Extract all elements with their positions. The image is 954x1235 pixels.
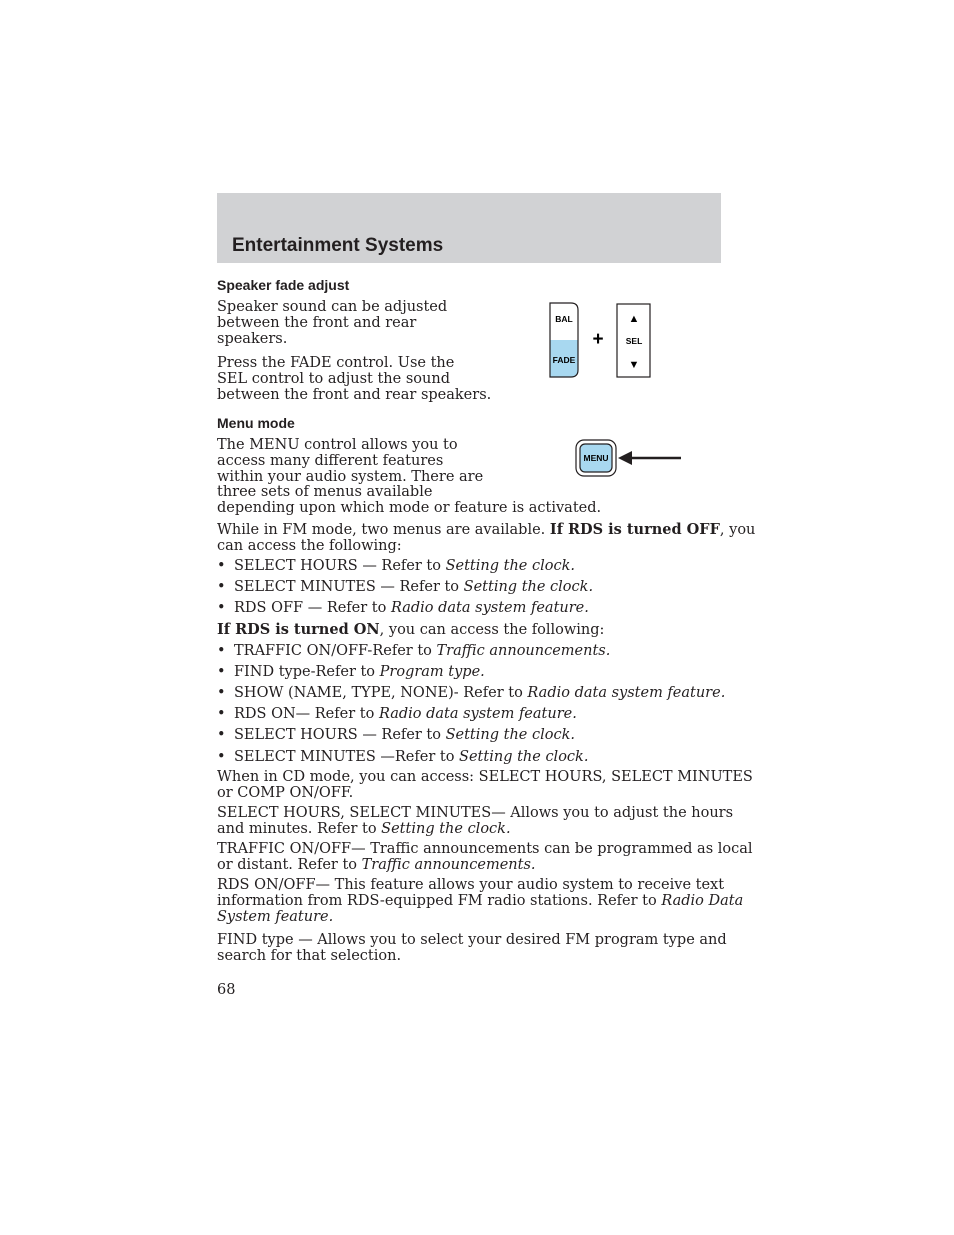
up-arrow-icon: ▲ <box>628 313 640 325</box>
traffic-para <box>217 842 753 874</box>
cross-reference: Setting the clock. <box>445 558 575 574</box>
cross-reference: Program type. <box>379 664 485 680</box>
text-line: TRAFFIC ON/OFF— Traffic announcements can be programmed as local <box>217 841 753 857</box>
menu-mode-para1 <box>217 438 601 517</box>
text-span: SHOW (NAME, TYPE, NONE)- Refer to <box>234 685 528 701</box>
text-span: RDS OFF — Refer to <box>234 600 391 616</box>
cross-reference: Setting the clock. <box>445 727 575 743</box>
bullet: • <box>217 664 226 680</box>
bal-label: BAL <box>555 314 573 324</box>
text-span: , you <box>719 522 756 538</box>
sel-label: SEL <box>625 336 643 346</box>
list-item <box>217 685 725 701</box>
text-line: RDS ON/OFF— This feature allows your audio system to receive text <box>217 877 725 893</box>
text-line: SELECT HOURS, SELECT MINUTES— Allows you to adjust the hours <box>217 805 734 821</box>
left-arrow-icon <box>618 451 632 465</box>
cross-reference: Setting the clock. <box>459 749 589 765</box>
list-item <box>217 558 575 574</box>
speaker-fade-para2 <box>217 356 491 403</box>
bullet: • <box>217 706 226 722</box>
text-line: depending upon which mode or feature is activated. <box>217 500 602 517</box>
text-line: between the front and rear speakers. <box>217 386 492 403</box>
text-line: SEL control to adjust the sound <box>217 370 450 387</box>
find-type-para <box>217 933 727 965</box>
speaker-fade-para1 <box>217 300 447 347</box>
rds-off-bold: If RDS is turned OFF <box>549 521 720 538</box>
bullet: • <box>217 749 226 765</box>
text-span: and minutes. Refer to <box>217 820 382 837</box>
list-item <box>217 643 610 659</box>
cross-reference: Radio data system feature. <box>378 706 577 722</box>
cross-reference: Setting the clock. <box>463 579 594 595</box>
on-intro <box>217 622 604 639</box>
list-item <box>217 706 577 722</box>
text-line: between the front and rear <box>217 314 417 331</box>
cross-reference: Radio Data <box>661 892 744 909</box>
rds-para <box>217 878 743 925</box>
text-line: When in CD mode, you can access: SELECT HOURS, SELECT MINUTES <box>217 769 753 785</box>
text-line: Speaker sound can be adjusted <box>217 299 448 315</box>
bal-fade-sel-illustration <box>545 300 655 382</box>
list-item <box>217 579 593 595</box>
section-title: Entertainment Systems <box>232 235 444 256</box>
cross-reference: Radio data system feature. <box>390 600 589 616</box>
speaker-fade-heading: Speaker fade adjust <box>217 277 350 293</box>
list-item <box>217 664 485 680</box>
cross-reference: Radio data system feature. <box>527 685 726 701</box>
text-span: SELECT HOURS — Refer to <box>234 558 446 574</box>
bullet: • <box>217 643 226 659</box>
fm-intro <box>217 522 755 555</box>
cross-reference: System feature. <box>217 908 334 925</box>
fade-label: FADE <box>552 355 576 365</box>
menu-mode-heading: Menu mode <box>217 415 295 431</box>
menu-button-illustration <box>574 438 686 480</box>
text-span: or distant. Refer to <box>217 856 362 873</box>
cd-mode-para <box>217 770 753 802</box>
text-span: SELECT HOURS — Refer to <box>234 727 446 743</box>
section-header <box>217 193 721 263</box>
text-span: SELECT MINUTES —Refer to <box>234 749 460 765</box>
text-line: within your audio system. There are <box>217 468 484 485</box>
text-line: three sets of menus available <box>217 484 433 501</box>
text-line: access many different features <box>217 452 444 469</box>
cross-reference: Traffic announcements. <box>361 856 536 873</box>
select-hours-para <box>217 806 733 838</box>
text-span: FIND type-Refer to <box>234 664 380 680</box>
bullet: • <box>217 558 226 574</box>
text-span: , you can access the following: <box>379 622 605 638</box>
menu-label: MENU <box>583 453 609 463</box>
cross-reference: Setting the clock. <box>381 820 511 837</box>
bullet: • <box>217 685 226 701</box>
text-span: While in FM mode, two menus are available. <box>217 522 550 538</box>
text-line: search for that selection. <box>217 947 402 964</box>
text-span: RDS ON— Refer to <box>234 706 379 722</box>
list-item <box>217 727 575 743</box>
bullet: • <box>217 600 226 616</box>
bullet: • <box>217 579 226 595</box>
text-span: SELECT MINUTES — Refer to <box>234 579 464 595</box>
down-arrow-icon: ▼ <box>628 359 640 371</box>
text-line: can access the following: <box>217 537 402 554</box>
text-span: information from RDS-equipped FM radio stations. Refer to <box>217 892 662 909</box>
rds-on-bold: If RDS is turned ON <box>217 621 380 638</box>
list-item <box>217 600 589 616</box>
text-line: FIND type — Allows you to select your desired FM program type and <box>217 932 727 948</box>
text-line: or COMP ON/OFF. <box>217 784 354 801</box>
cross-reference: Traffic announcements. <box>436 643 611 659</box>
text-line: Press the FADE control. Use the <box>217 355 455 371</box>
plus-icon: + <box>592 329 604 350</box>
text-span: TRAFFIC ON/OFF-Refer to <box>234 643 437 659</box>
text-line: speakers. <box>217 330 288 347</box>
bullet: • <box>217 727 226 743</box>
text-line: The MENU control allows you to <box>217 437 458 453</box>
list-item <box>217 749 588 765</box>
page-number: 68 <box>217 982 236 998</box>
